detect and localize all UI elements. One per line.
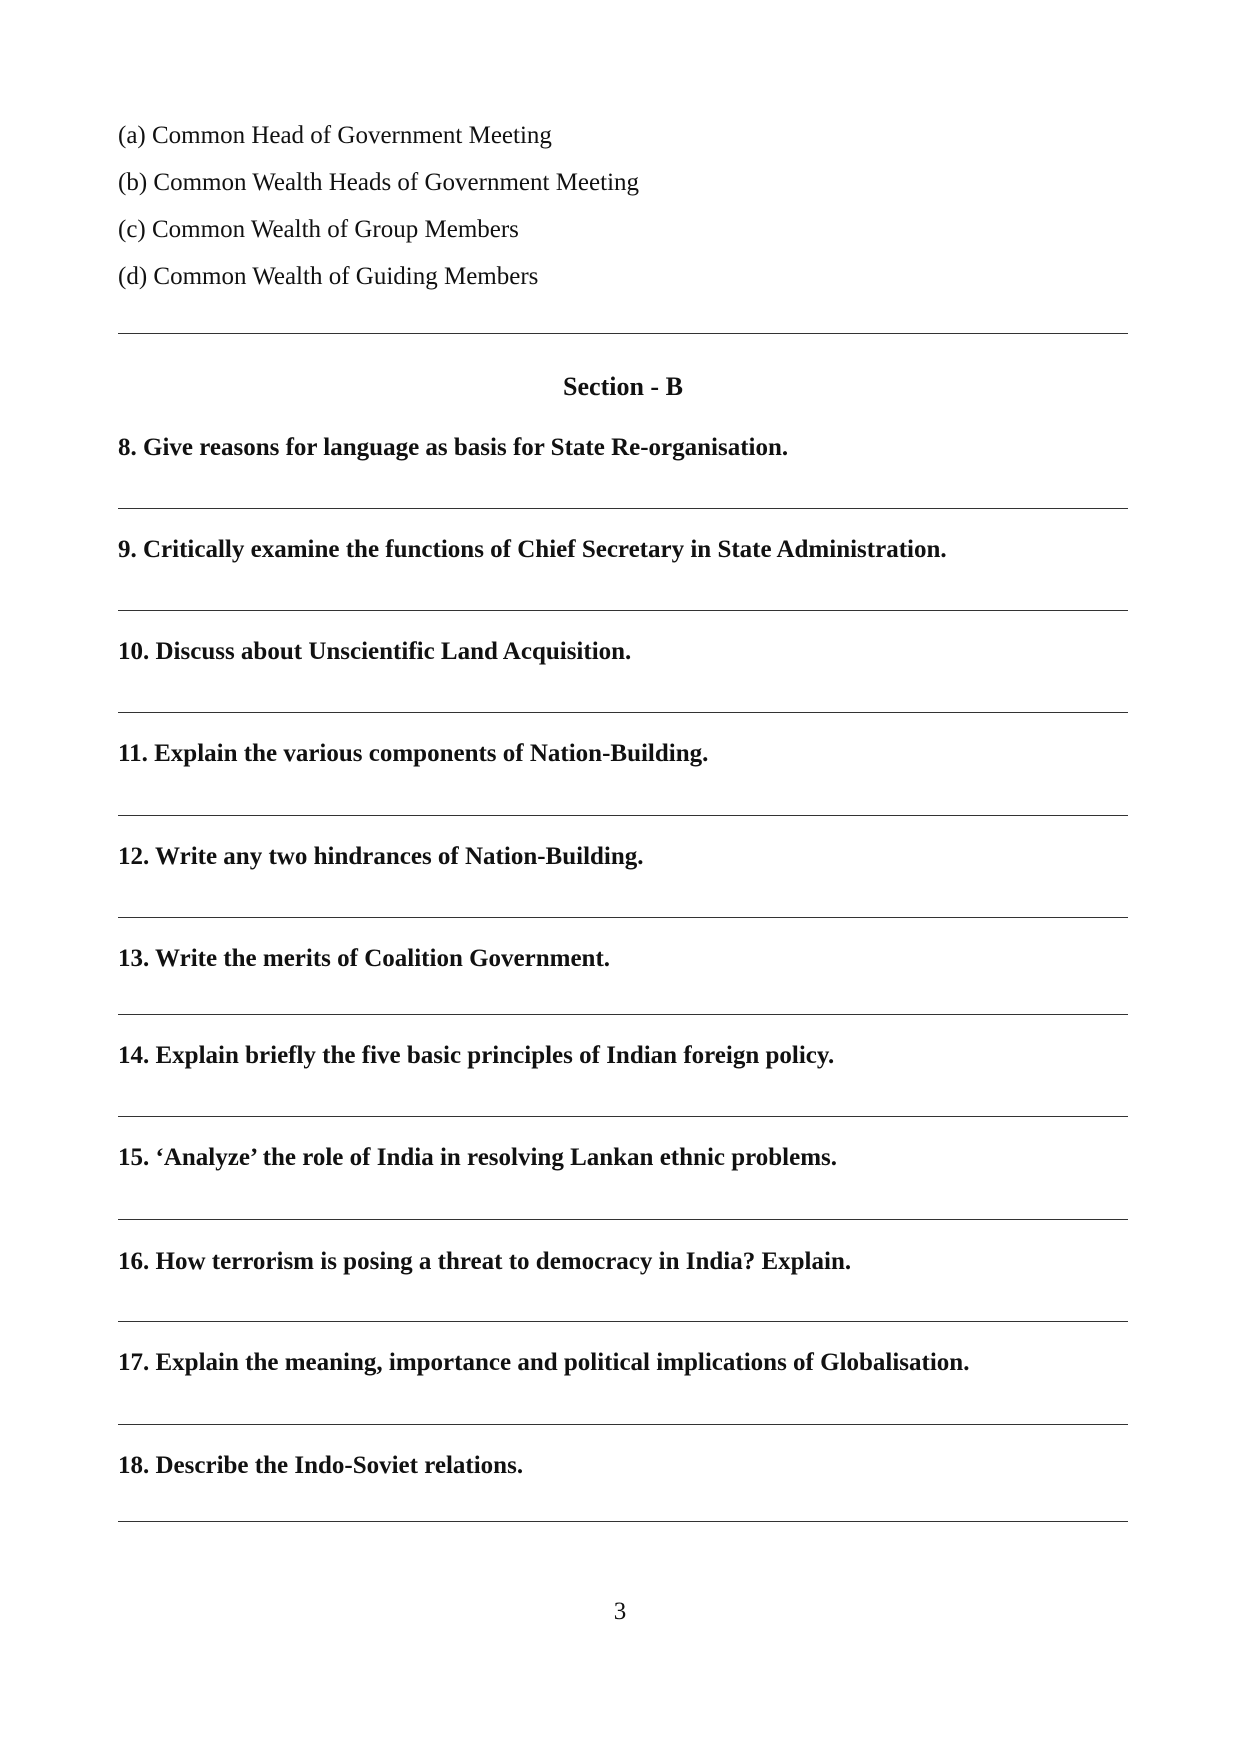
divider [118, 1424, 1128, 1425]
question-11: 11. Explain the various components of Nation-Building. [118, 740, 709, 767]
question-16: 16. How terrorism is posing a threat to democracy in India? Explain. [118, 1248, 852, 1275]
divider [118, 1521, 1128, 1522]
divider [118, 1219, 1128, 1220]
question-10: 10. Discuss about Unscientific Land Acquisition. [118, 638, 632, 665]
option-d: (d) Common Wealth of Guiding Members [118, 263, 539, 290]
mcq-options [118, 112, 1128, 300]
question-15: 15. ‘Analyze’ the role of India in resolving Lankan ethnic problems. [118, 1144, 838, 1171]
option-b: (b) Common Wealth Heads of Government Meeting [118, 169, 640, 196]
question-13: 13. Write the merits of Coalition Government. [118, 945, 611, 972]
question-18: 18. Describe the Indo-Soviet relations. [118, 1452, 524, 1479]
divider [118, 508, 1128, 509]
divider [118, 1321, 1128, 1322]
option-c: (c) Common Wealth of Group Members [118, 216, 519, 243]
divider [118, 1014, 1128, 1015]
question-8: 8. Give reasons for language as basis for State Re-organisation. [118, 434, 789, 461]
question-17: 17. Explain the meaning, importance and political implications of Globalisation. [118, 1349, 970, 1376]
divider [118, 917, 1128, 918]
question-14: 14. Explain briefly the five basic principles of Indian foreign policy. [118, 1042, 835, 1069]
question-9: 9. Critically examine the functions of Chief Secretary in State Administration. [118, 536, 947, 563]
divider [118, 815, 1128, 816]
section-title: Section - B [563, 372, 683, 401]
option-a: (a) Common Head of Government Meeting [118, 122, 552, 149]
divider [118, 610, 1128, 611]
page-number: 3 [613, 1598, 627, 1625]
divider [118, 1116, 1128, 1117]
divider [118, 712, 1128, 713]
question-12: 12. Write any two hindrances of Nation-Building. [118, 843, 644, 870]
divider [118, 333, 1128, 334]
